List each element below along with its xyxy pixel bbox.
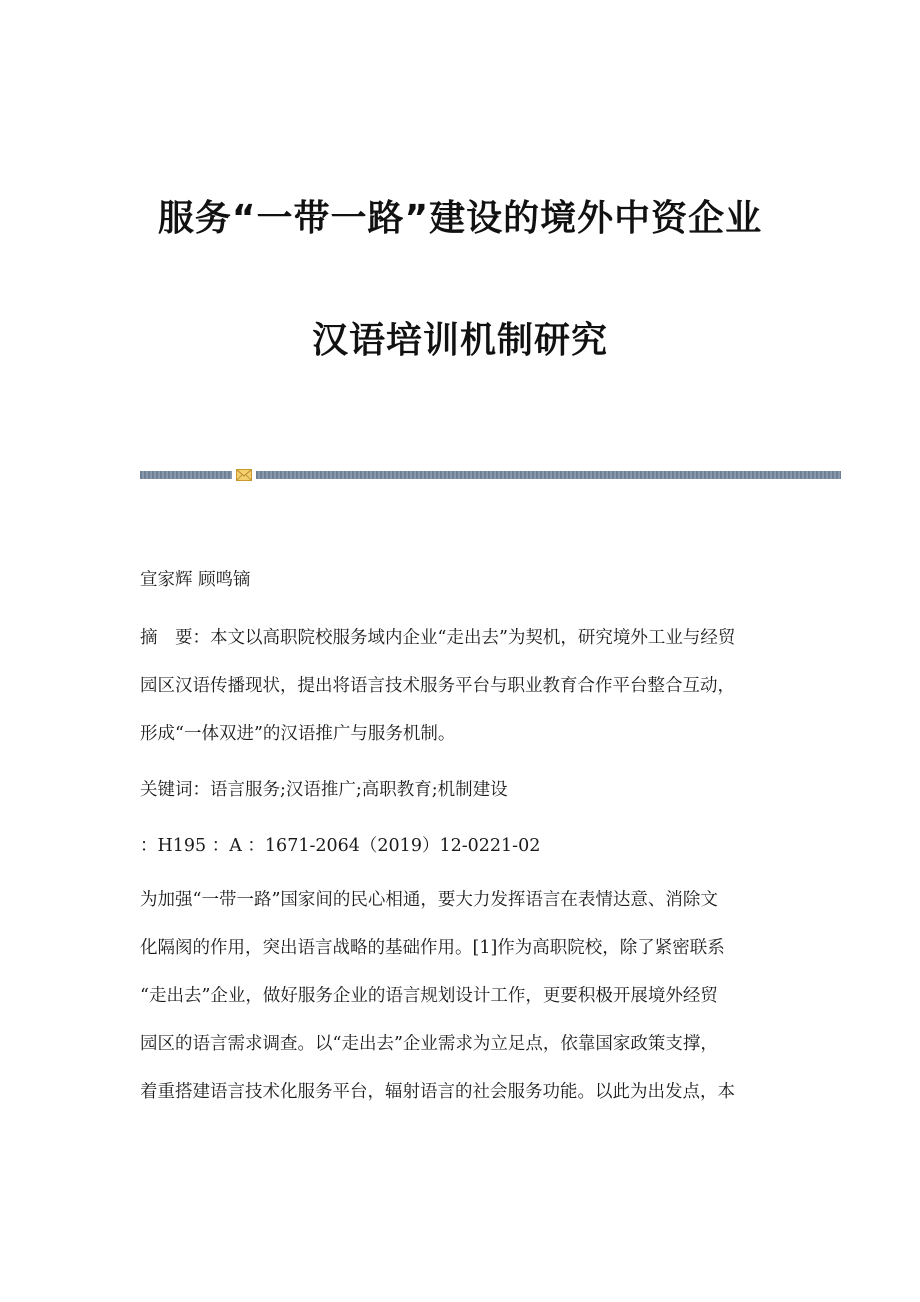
abstract-line: 园区汉语传播现状，提出将语言技术服务平台与职业教育合作平台整合互动， xyxy=(140,676,735,696)
envelope-icon xyxy=(236,469,252,481)
abstract-line: 形成“一体双进”的汉语推广与服务机制。 xyxy=(140,724,456,744)
body-line: 为加强“一带一路”国家间的民心相通，要大力发挥语言在表情达意、消除文 xyxy=(140,890,718,910)
abstract-line: 摘 要：本文以高职院校服务域内企业“走出去”为契机，研究境外工业与经贸 xyxy=(140,628,736,648)
body-line: 园区的语言需求调查。以“走出去”企业需求为立足点，依靠国家政策支撑， xyxy=(140,1034,718,1054)
title-divider xyxy=(140,471,841,479)
classification-codes: ：H195 ：A ：1671-2064（2019）12-0221-02 xyxy=(140,836,541,856)
body-line: 化隔阂的作用，突出语言战略的基础作用。[1]作为高职院校，除了紧密联系 xyxy=(140,938,725,958)
body-line: “走出去”企业，做好服务企业的语言规划设计工作，更要积极开展境外经贸 xyxy=(140,986,718,1006)
authors: 宣家辉 顾鸣镝 xyxy=(140,570,251,590)
divider-bar-right xyxy=(256,471,841,479)
body-line: 着重搭建语言技术化服务平台，辐射语言的社会服务功能。以此为出发点，本 xyxy=(140,1082,735,1102)
keywords: 关键词：语言服务;汉语推广;高职教育;机制建设 xyxy=(140,780,508,800)
divider-bar-left xyxy=(140,471,232,479)
paper-title-line-2: 汉语培训机制研究 xyxy=(311,320,608,361)
paper-title-line-1: 服务“一带一路”建设的境外中资企业 xyxy=(157,198,763,239)
